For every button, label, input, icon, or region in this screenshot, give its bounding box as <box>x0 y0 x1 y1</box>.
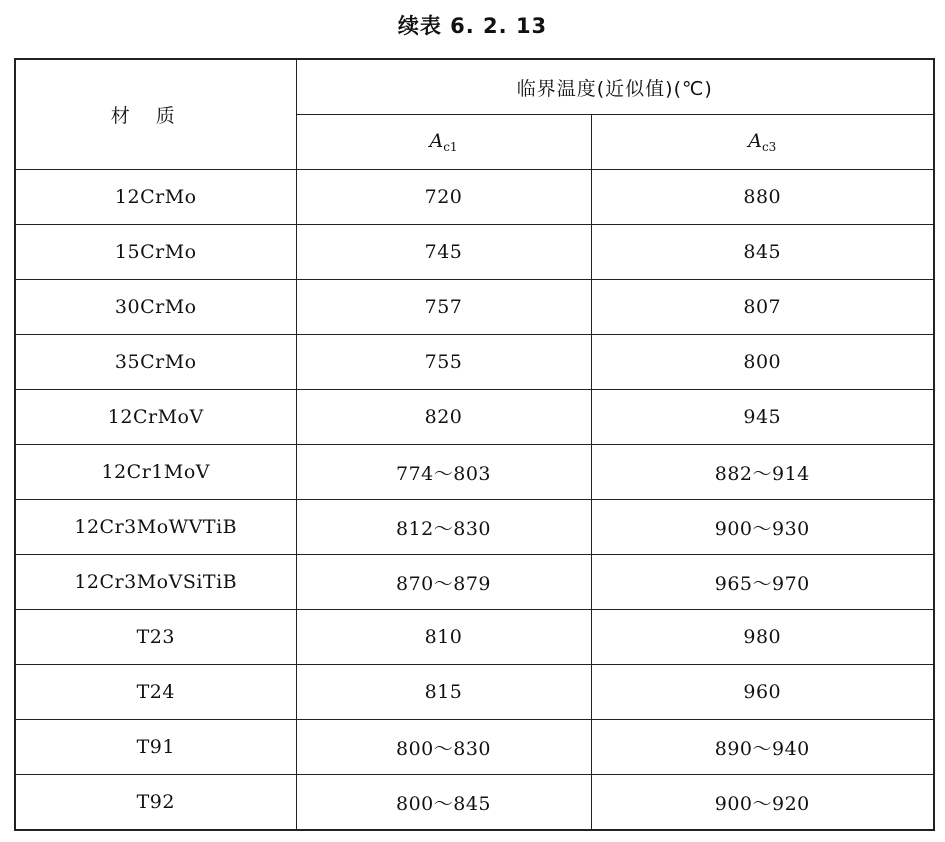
material-cell: T24 <box>15 665 296 720</box>
ac1-cell: 820 <box>296 390 591 445</box>
ac3-header-sub: c3 <box>761 140 777 154</box>
table-row <box>15 610 934 665</box>
ac3-cell: 890～940 <box>591 720 934 775</box>
ac3-header-base: A <box>748 130 762 152</box>
table-row <box>15 390 934 445</box>
ac1-cell: 812～830 <box>296 500 591 555</box>
table-row <box>15 445 934 500</box>
material-cell: T91 <box>15 720 296 775</box>
material-cell: 12CrMo <box>15 170 296 225</box>
material-cell: 12Cr3MoWVTiB <box>15 500 296 555</box>
ac1-header-sub: c1 <box>443 140 458 154</box>
table-body <box>15 170 934 831</box>
critical-temperature-header: 临界温度(近似值)(℃) <box>296 59 934 115</box>
ac3-cell: 800 <box>591 335 934 390</box>
ac3-cell: 900～920 <box>591 775 934 831</box>
table-header <box>15 59 934 170</box>
material-cell: 12CrMoV <box>15 390 296 445</box>
ac1-cell: 720 <box>296 170 591 225</box>
ac1-cell: 800～830 <box>296 720 591 775</box>
ac3-column-header <box>591 115 934 170</box>
ac1-cell: 800～845 <box>296 775 591 831</box>
table-row <box>15 500 934 555</box>
ac1-cell: 815 <box>296 665 591 720</box>
table-row <box>15 225 934 280</box>
ac3-cell: 880 <box>591 170 934 225</box>
ac1-cell: 745 <box>296 225 591 280</box>
ac1-header-base: A <box>429 130 444 152</box>
table-row <box>15 665 934 720</box>
ac3-cell: 965～970 <box>591 555 934 610</box>
ac3-cell: 845 <box>591 225 934 280</box>
ac3-cell: 980 <box>591 610 934 665</box>
table-row <box>15 555 934 610</box>
critical-temperature-table <box>14 58 935 831</box>
ac1-cell: 755 <box>296 335 591 390</box>
material-cell: 12Cr3MoVSiTiB <box>15 555 296 610</box>
table-row <box>15 335 934 390</box>
ac3-cell: 882～914 <box>591 445 934 500</box>
ac1-cell: 870～879 <box>296 555 591 610</box>
ac1-cell: 757 <box>296 280 591 335</box>
ac1-cell: 810 <box>296 610 591 665</box>
ac1-column-header <box>296 115 591 170</box>
material-cell: 15CrMo <box>15 225 296 280</box>
table-row <box>15 280 934 335</box>
table-caption: 续表 6. 2. 13 <box>397 14 548 38</box>
material-cell: T92 <box>15 775 296 831</box>
ac3-cell: 900～930 <box>591 500 934 555</box>
ac1-cell: 774～803 <box>296 445 591 500</box>
ac3-cell: 960 <box>591 665 934 720</box>
material-column-header: 材质 <box>15 59 296 170</box>
ac3-cell: 945 <box>591 390 934 445</box>
material-cell: T23 <box>15 610 296 665</box>
ac3-cell: 807 <box>591 280 934 335</box>
table-row <box>15 170 934 225</box>
material-cell: 30CrMo <box>15 280 296 335</box>
table-row <box>15 720 934 775</box>
material-cell: 12Cr1MoV <box>15 445 296 500</box>
table-row <box>15 775 934 831</box>
material-cell: 35CrMo <box>15 335 296 390</box>
